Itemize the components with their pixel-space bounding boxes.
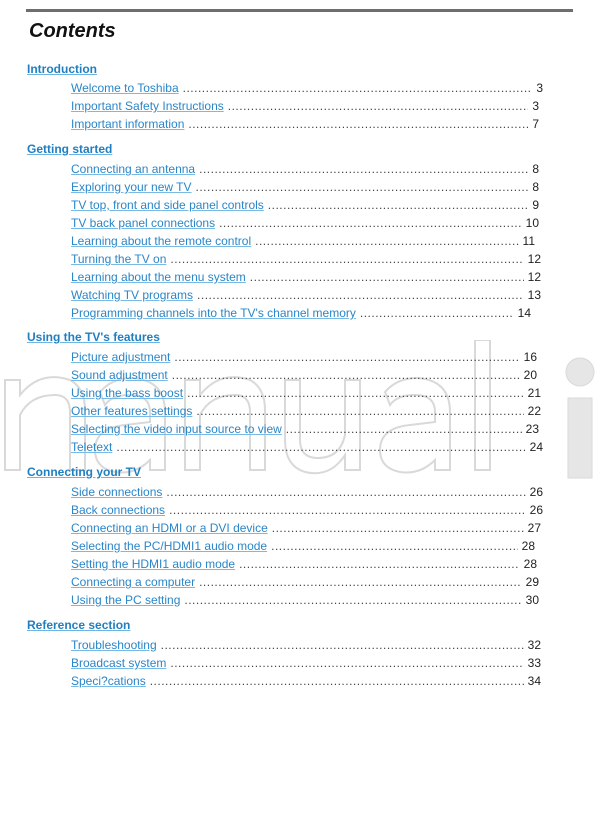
toc-entry-label[interactable]: Picture adjustment bbox=[71, 350, 171, 364]
leader-dots bbox=[183, 81, 533, 95]
section-heading-using-features[interactable]: Using the TV's features bbox=[27, 330, 160, 344]
section-heading-connecting-tv[interactable]: Connecting your TV bbox=[27, 465, 141, 479]
leader-dots bbox=[255, 234, 518, 248]
toc-entry-page: 24 bbox=[529, 440, 543, 454]
toc-entry[interactable] bbox=[71, 593, 539, 607]
toc-entry-page: 28 bbox=[523, 557, 537, 571]
toc-entry-label[interactable]: Using the bass boost bbox=[71, 386, 184, 400]
leader-dots bbox=[250, 270, 524, 284]
toc-entry-label[interactable]: Selecting the video input source to view bbox=[71, 422, 282, 436]
toc-entry[interactable] bbox=[71, 503, 543, 517]
toc-entry-page: 12 bbox=[527, 270, 541, 284]
toc-entry-label[interactable]: TV back panel connections bbox=[71, 216, 216, 230]
toc-entry-label[interactable]: Back connections bbox=[71, 503, 166, 517]
toc-entry-label[interactable]: Watching TV programs bbox=[71, 288, 194, 302]
toc-entry-page: 14 bbox=[517, 306, 531, 320]
leader-dots bbox=[272, 521, 524, 535]
toc-entry-page: 28 bbox=[521, 539, 535, 553]
leader-dots bbox=[116, 440, 525, 454]
toc-entry[interactable] bbox=[71, 674, 541, 688]
leader-dots bbox=[150, 674, 524, 688]
leader-dots bbox=[172, 368, 520, 382]
toc-entry-page: 20 bbox=[523, 368, 537, 382]
toc-entry-label[interactable]: Setting the HDMI1 audio mode bbox=[71, 557, 236, 571]
toc-entry-label[interactable]: Turning the TV on bbox=[71, 252, 167, 266]
toc-entry[interactable] bbox=[71, 180, 539, 194]
toc-entry-label[interactable]: Speci?cations bbox=[71, 674, 146, 688]
toc-entry[interactable] bbox=[71, 306, 531, 320]
toc-entry-label[interactable]: Learning about the menu system bbox=[71, 270, 246, 284]
toc-entry[interactable] bbox=[71, 350, 537, 364]
toc-entry[interactable] bbox=[71, 288, 541, 302]
toc-entry[interactable] bbox=[71, 198, 539, 212]
leader-dots bbox=[268, 198, 529, 212]
toc-entry[interactable] bbox=[71, 99, 539, 113]
leader-dots bbox=[184, 593, 521, 607]
toc-entry[interactable] bbox=[71, 656, 541, 670]
toc-entry-page: 16 bbox=[523, 350, 537, 364]
toc-entry[interactable] bbox=[71, 422, 539, 436]
toc-entry-page: 10 bbox=[525, 216, 539, 230]
leader-dots bbox=[174, 350, 519, 364]
toc-entry[interactable] bbox=[71, 575, 539, 589]
leader-dots bbox=[228, 99, 529, 113]
toc-entry[interactable] bbox=[71, 440, 543, 454]
toc-entry[interactable] bbox=[71, 386, 541, 400]
leader-dots bbox=[166, 485, 525, 499]
toc-entry-page: 32 bbox=[527, 638, 541, 652]
toc-entry[interactable] bbox=[71, 638, 541, 652]
top-rule bbox=[26, 9, 573, 12]
toc-entry-page: 34 bbox=[527, 674, 541, 688]
toc-entry[interactable] bbox=[71, 557, 537, 571]
toc-entry-page: 33 bbox=[527, 656, 541, 670]
section-heading-reference[interactable]: Reference section bbox=[27, 618, 131, 632]
toc-entry-label[interactable]: Side connections bbox=[71, 485, 163, 499]
toc-entry[interactable] bbox=[71, 368, 537, 382]
toc-entry[interactable] bbox=[71, 81, 543, 95]
toc-entry-label[interactable]: Troubleshooting bbox=[71, 638, 157, 652]
leader-dots bbox=[286, 422, 522, 436]
leader-dots bbox=[196, 180, 529, 194]
toc-entry[interactable] bbox=[71, 216, 539, 230]
toc-entry-label[interactable]: Teletext bbox=[71, 440, 113, 454]
toc-entry-page: 9 bbox=[532, 198, 539, 212]
toc-entry-page: 13 bbox=[527, 288, 541, 302]
leader-dots bbox=[197, 288, 524, 302]
leader-dots bbox=[170, 656, 523, 670]
toc-entry-label[interactable]: Welcome to Toshiba bbox=[71, 81, 179, 95]
toc-entry-page: 30 bbox=[525, 593, 539, 607]
toc-entry-page: 8 bbox=[532, 180, 539, 194]
toc-entry-label[interactable]: Other features settings bbox=[71, 404, 193, 418]
toc-entry-page: 22 bbox=[527, 404, 541, 418]
toc-entry-page: 3 bbox=[532, 99, 539, 113]
toc-entry[interactable] bbox=[71, 252, 541, 266]
toc-entry-label[interactable]: Connecting an HDMI or a DVI device bbox=[71, 521, 268, 535]
toc-entry-label[interactable]: Selecting the PC/HDMI1 audio mode bbox=[71, 539, 268, 553]
leader-dots bbox=[169, 503, 526, 517]
toc-entry[interactable] bbox=[71, 485, 543, 499]
toc-entry-page: 27 bbox=[527, 521, 541, 535]
leader-dots bbox=[271, 539, 518, 553]
leader-dots bbox=[187, 386, 524, 400]
toc-entry-label[interactable]: Exploring your new TV bbox=[71, 180, 192, 194]
toc-entry-label[interactable]: Connecting an antenna bbox=[71, 162, 196, 176]
leader-dots bbox=[170, 252, 523, 266]
leader-dots bbox=[188, 117, 528, 131]
leader-dots bbox=[161, 638, 524, 652]
toc-entry-label[interactable]: Using the PC setting bbox=[71, 593, 181, 607]
toc-entry[interactable] bbox=[71, 404, 541, 418]
leader-dots bbox=[360, 306, 514, 320]
leader-dots bbox=[199, 575, 522, 589]
toc-entry-page: 23 bbox=[525, 422, 539, 436]
toc-entry[interactable] bbox=[71, 162, 539, 176]
toc-entry-page: 8 bbox=[532, 162, 539, 176]
toc-entry-label[interactable]: Learning about the remote control bbox=[71, 234, 252, 248]
toc-entry[interactable] bbox=[71, 117, 539, 131]
toc-entry-label[interactable]: Important information bbox=[71, 117, 185, 131]
toc-entry-label[interactable]: Sound adjustment bbox=[71, 368, 168, 382]
leader-dots bbox=[219, 216, 522, 230]
toc-entry-page: 21 bbox=[527, 386, 541, 400]
toc-entry-label[interactable]: Important Safety Instructions bbox=[71, 99, 224, 113]
leader-dots bbox=[196, 404, 523, 418]
toc-entry-page: 26 bbox=[529, 503, 543, 517]
toc-entry-label[interactable]: Broadcast system bbox=[71, 656, 167, 670]
page-title: Contents bbox=[29, 20, 116, 42]
leader-dots bbox=[239, 557, 520, 571]
toc-entry[interactable] bbox=[71, 539, 535, 553]
leader-dots bbox=[199, 162, 528, 176]
toc-entry[interactable] bbox=[71, 234, 535, 248]
toc-entry[interactable] bbox=[71, 521, 541, 535]
toc-entry-label[interactable]: Connecting a computer bbox=[71, 575, 196, 589]
toc-entry[interactable] bbox=[71, 270, 541, 284]
toc-entry-page: 29 bbox=[525, 575, 539, 589]
toc-entry-page: 3 bbox=[536, 81, 543, 95]
section-heading-getting-started[interactable]: Getting started bbox=[27, 142, 113, 156]
toc-entry-label[interactable]: TV top, front and side panel controls bbox=[71, 198, 264, 212]
toc-entry-page: 12 bbox=[527, 252, 541, 266]
toc-entry-label[interactable]: Programming channels into the TV's channel memory bbox=[71, 306, 356, 320]
toc-entry-page: 7 bbox=[532, 117, 539, 131]
toc-entry-page: 26 bbox=[529, 485, 543, 499]
toc-entry-page: 11 bbox=[522, 234, 535, 248]
section-heading-introduction[interactable]: Introduction bbox=[27, 62, 97, 76]
